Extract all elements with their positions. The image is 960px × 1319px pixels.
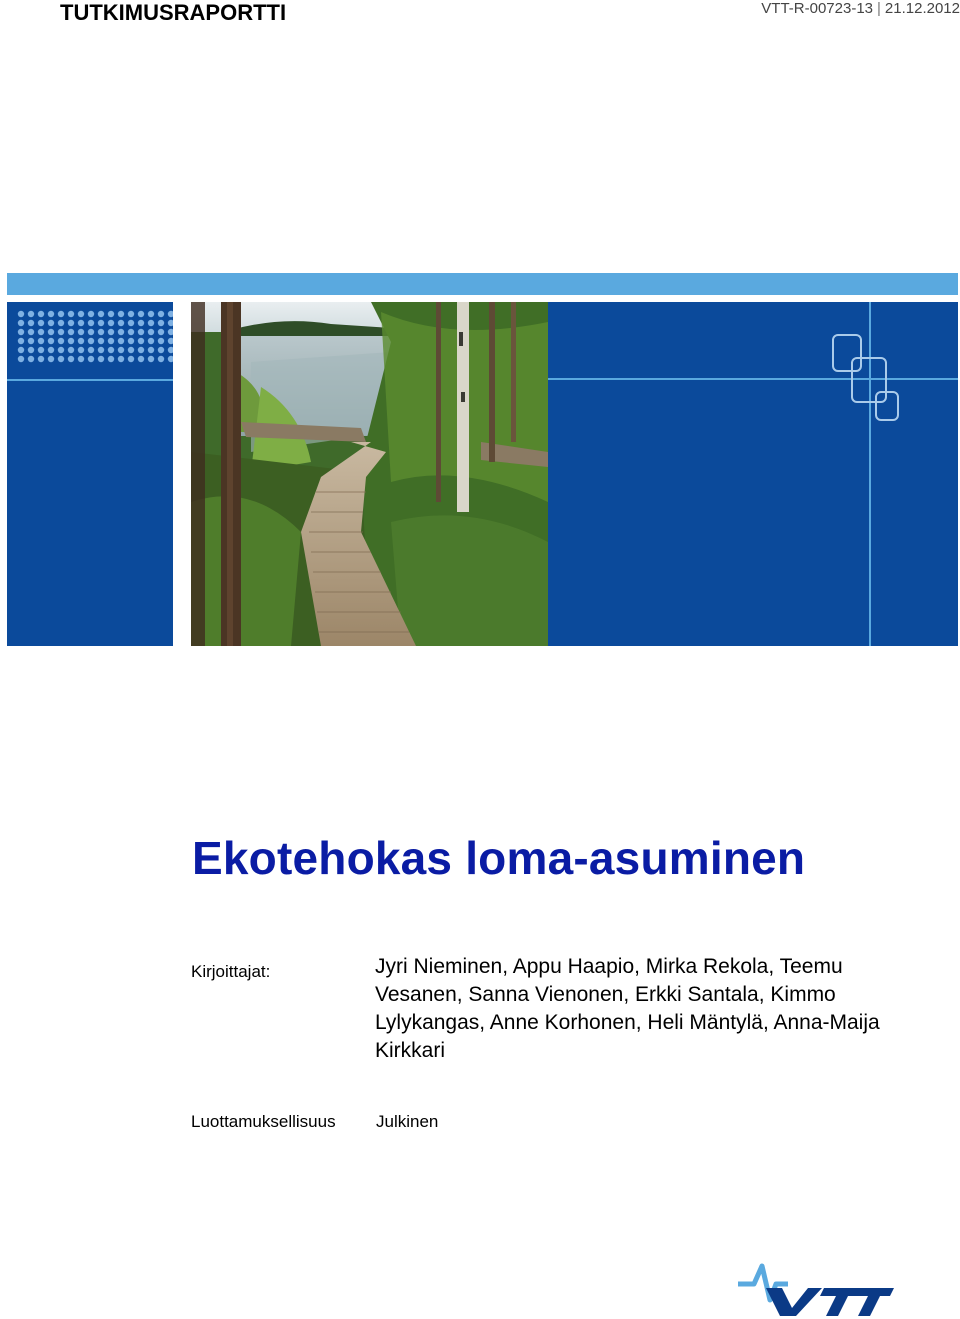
pattern-dot <box>48 347 54 353</box>
pattern-dot <box>38 338 44 344</box>
pattern-dot <box>138 311 144 317</box>
pattern-dot <box>148 329 154 335</box>
pattern-dot <box>148 338 154 344</box>
authors-label: Kirjoittajat: <box>191 962 271 981</box>
pattern-dot <box>148 347 154 353</box>
vtt-logo-icon <box>736 1262 894 1318</box>
pattern-dot <box>148 311 154 317</box>
pattern-dot <box>28 311 34 317</box>
pattern-dot <box>108 347 114 353</box>
pattern-dot <box>168 320 173 326</box>
pattern-dot <box>38 311 44 317</box>
pattern-dot <box>158 338 164 344</box>
pattern-dot <box>118 311 124 317</box>
pattern-dot <box>38 356 44 362</box>
pattern-dot <box>168 347 173 353</box>
pattern-dot <box>78 311 84 317</box>
pattern-dot <box>98 329 104 335</box>
pattern-dot <box>48 320 54 326</box>
pattern-dot <box>108 338 114 344</box>
pattern-dot <box>168 356 173 362</box>
pattern-dot <box>128 320 134 326</box>
pattern-dot <box>138 320 144 326</box>
pattern-dot <box>98 356 104 362</box>
pattern-dot <box>78 347 84 353</box>
pattern-dot <box>28 347 34 353</box>
pattern-dot <box>128 356 134 362</box>
pattern-dot <box>18 347 24 353</box>
boardwalk-lake-photo-icon <box>191 302 548 646</box>
pattern-dot <box>118 338 124 344</box>
pattern-dot <box>108 356 114 362</box>
pattern-dot <box>158 356 164 362</box>
pattern-dot <box>18 329 24 335</box>
pattern-dot <box>108 320 114 326</box>
report-number: VTT-R-00723-13 <box>761 0 874 17</box>
pattern-dot <box>68 338 74 344</box>
pattern-dot <box>138 329 144 335</box>
pattern-dot <box>68 356 74 362</box>
pattern-dot <box>48 311 54 317</box>
pattern-dot <box>88 320 94 326</box>
pattern-dot <box>128 329 134 335</box>
pattern-dot <box>48 338 54 344</box>
pattern-dot <box>138 347 144 353</box>
pattern-dot <box>78 329 84 335</box>
pattern-dot <box>48 356 54 362</box>
pattern-dot <box>28 338 34 344</box>
pattern-dot <box>58 347 64 353</box>
document-title: Ekotehokas loma-asuminen <box>192 832 806 884</box>
pattern-dot <box>88 329 94 335</box>
pattern-dot <box>168 311 173 317</box>
pattern-dot <box>148 356 154 362</box>
pattern-dot <box>128 338 134 344</box>
pattern-dot <box>168 338 173 344</box>
pattern-dot <box>118 356 124 362</box>
pattern-dot <box>58 329 64 335</box>
pattern-dot <box>28 356 34 362</box>
panel-divider-line <box>7 379 173 381</box>
pattern-dot <box>118 320 124 326</box>
pattern-dot <box>88 338 94 344</box>
pattern-dot <box>18 311 24 317</box>
cover-panel-right <box>548 302 958 646</box>
authors-list: Jyri Nieminen, Appu Haapio, Mirka Rekola, Teemu Vesanen, Sanna Vienonen, Erkki Santala, Kimmo Lylykangas, Anne Korhonen, Heli Mäntylä, Anna-Maija Kirkkari <box>375 955 880 1062</box>
pattern-dot <box>18 320 24 326</box>
pattern-dot <box>28 320 34 326</box>
pattern-dot <box>98 311 104 317</box>
pattern-dot <box>118 347 124 353</box>
pattern-dot <box>98 320 104 326</box>
pattern-dot <box>68 311 74 317</box>
pattern-dot <box>58 356 64 362</box>
pattern-dot <box>118 329 124 335</box>
pattern-dot <box>78 356 84 362</box>
pattern-dot <box>38 347 44 353</box>
dot-grid-pattern-icon <box>7 302 173 372</box>
pattern-dot <box>78 320 84 326</box>
pattern-dot <box>138 356 144 362</box>
report-type: TUTKIMUSRAPORTTI <box>60 0 287 25</box>
pattern-dot <box>68 347 74 353</box>
pattern-dot <box>158 347 164 353</box>
pattern-dot <box>148 320 154 326</box>
pattern-dot <box>78 338 84 344</box>
pattern-dot <box>68 320 74 326</box>
confidentiality-label: Luottamuksellisuus <box>191 1112 336 1131</box>
pattern-dot <box>108 311 114 317</box>
cover-light-band <box>7 273 958 295</box>
pattern-dot <box>28 329 34 335</box>
pattern-dot <box>158 311 164 317</box>
pattern-dot <box>58 338 64 344</box>
pattern-dot <box>98 338 104 344</box>
report-identifier: VTT-R-00723-13 | 21.12.2012 <box>761 0 960 17</box>
pattern-dot <box>58 320 64 326</box>
report-date: 21.12.2012 <box>884 0 960 17</box>
pattern-dot <box>138 338 144 344</box>
pattern-dot <box>98 347 104 353</box>
pattern-dot <box>58 311 64 317</box>
pattern-dot <box>108 329 114 335</box>
pattern-dot <box>128 311 134 317</box>
pattern-dot <box>48 329 54 335</box>
pattern-dot <box>158 329 164 335</box>
pattern-dot <box>88 311 94 317</box>
pattern-dot <box>88 347 94 353</box>
pattern-dot <box>68 329 74 335</box>
pattern-dot <box>38 329 44 335</box>
pattern-dot <box>38 320 44 326</box>
pattern-dot <box>18 356 24 362</box>
pattern-dot <box>18 338 24 344</box>
confidentiality-value: Julkinen <box>376 1112 439 1131</box>
pattern-dot <box>168 329 173 335</box>
pattern-dot <box>88 356 94 362</box>
pattern-dot <box>128 347 134 353</box>
stacked-squares-icon <box>830 332 910 432</box>
pattern-dot <box>158 320 164 326</box>
cover-panel-left <box>7 302 173 646</box>
